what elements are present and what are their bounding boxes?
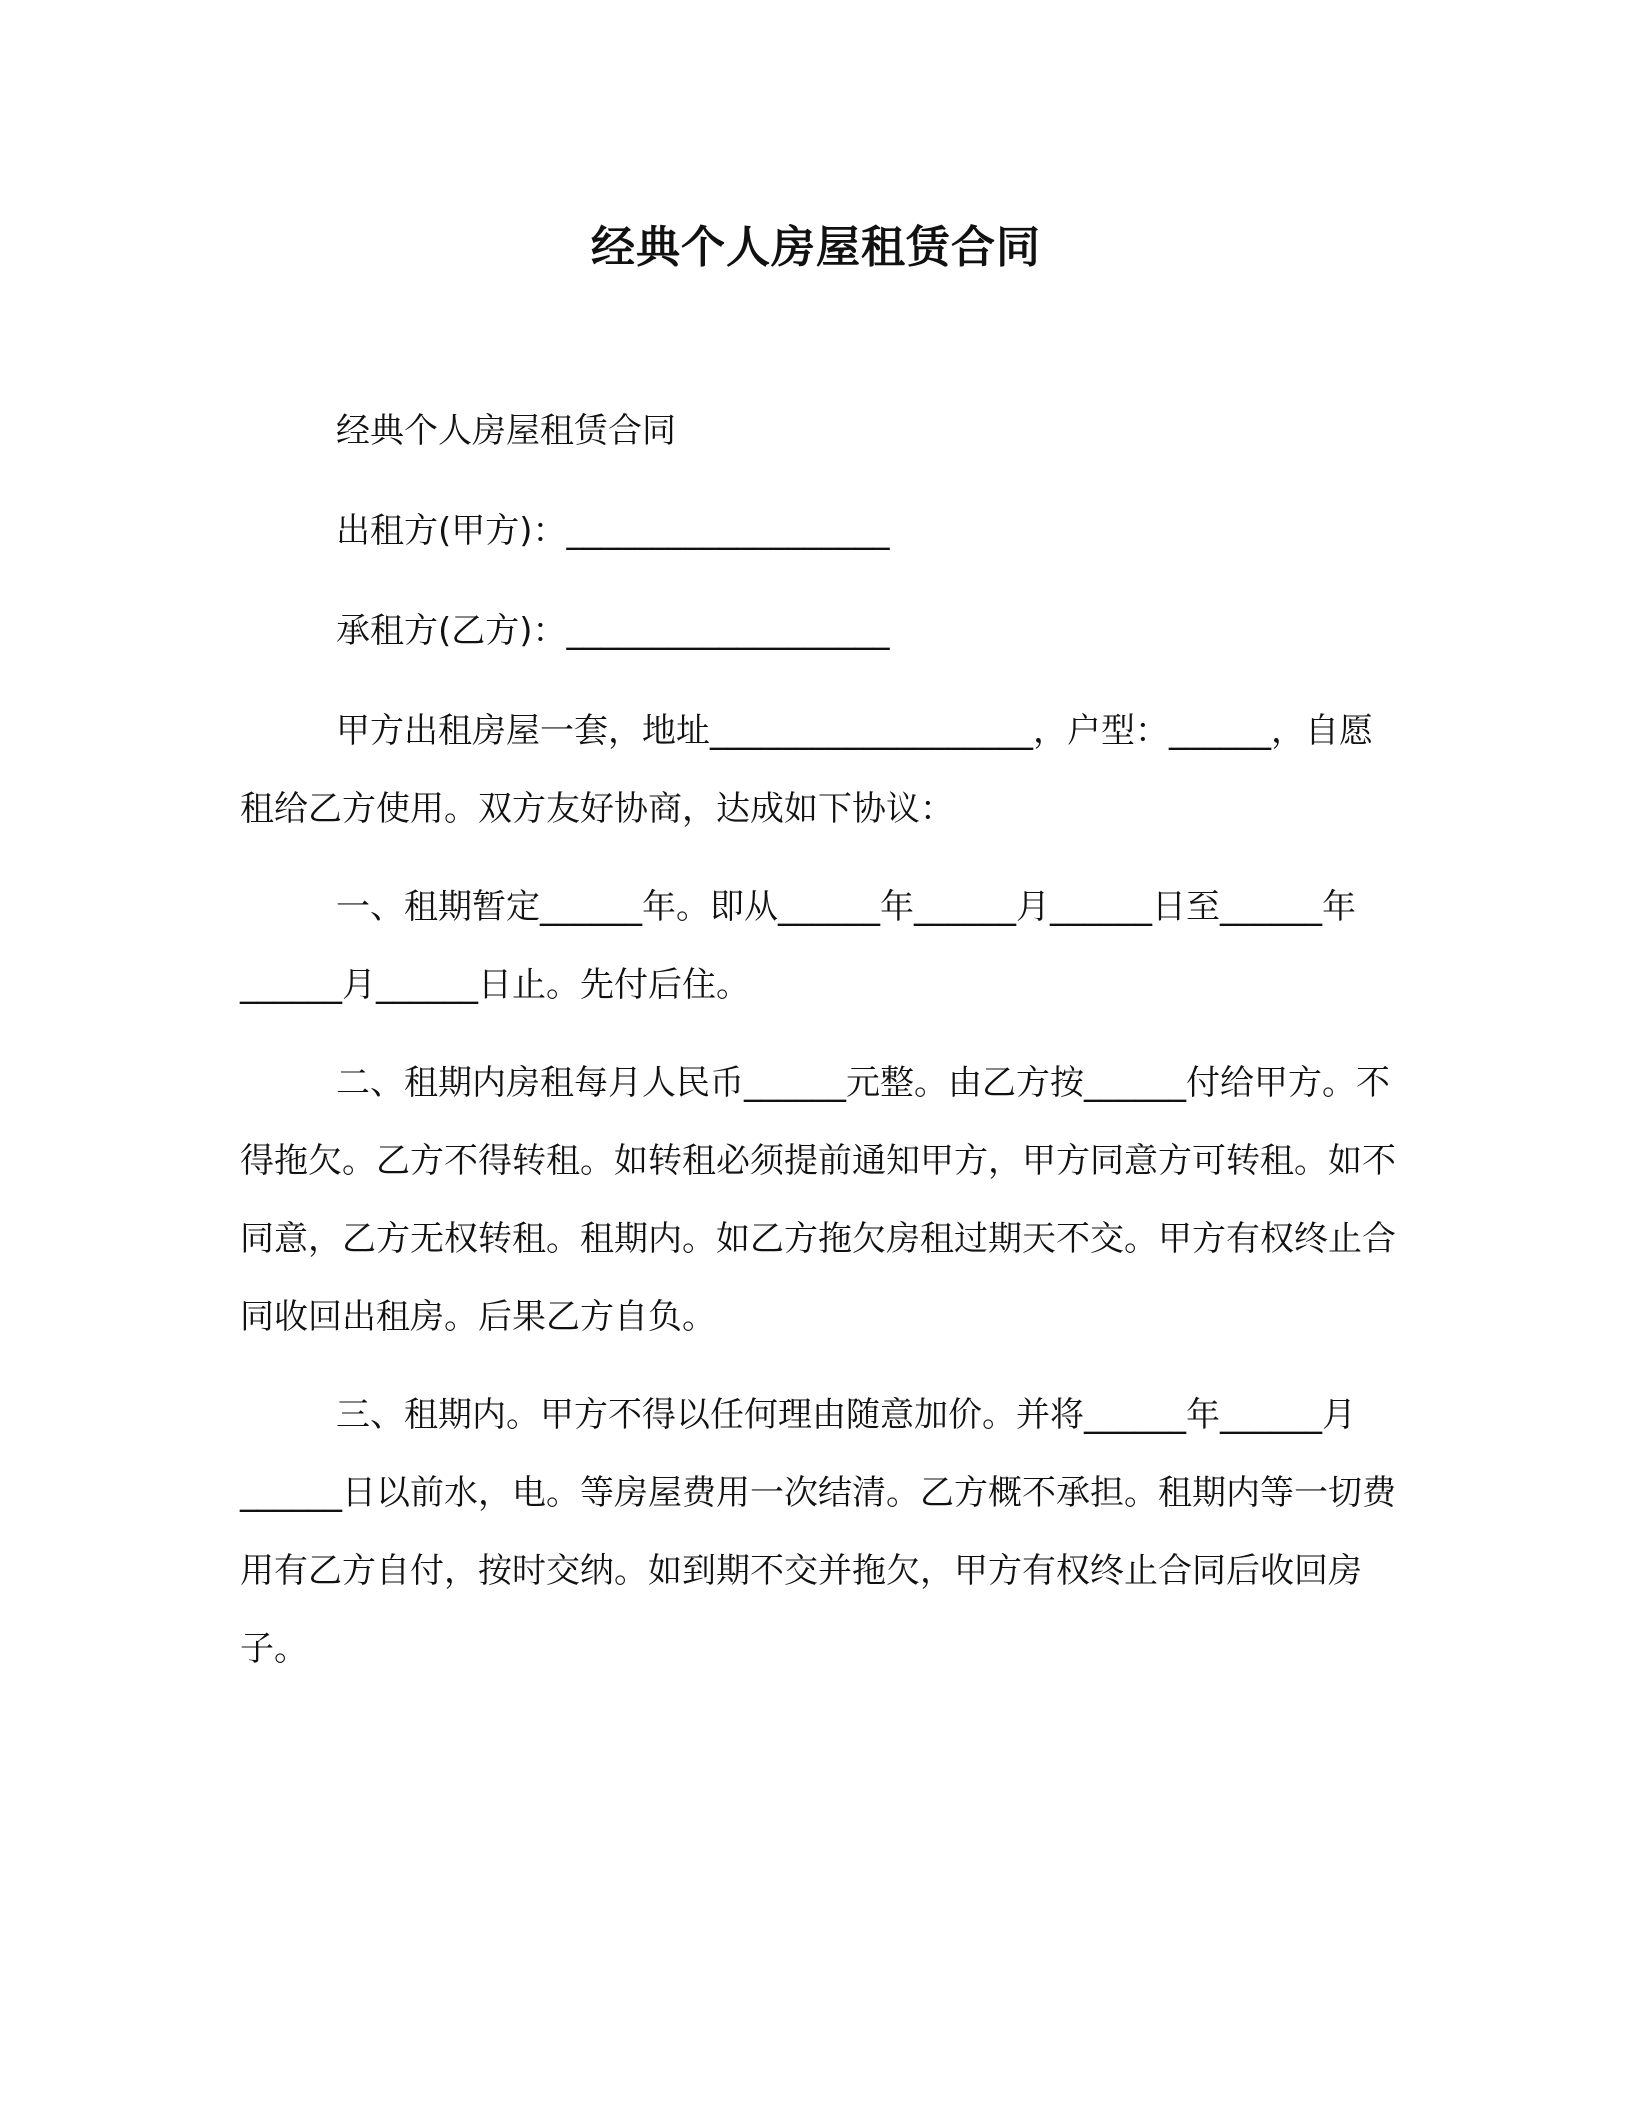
- intro-paragraph: 甲方出租房屋一套，地址___________________，户型：______，自愿租给乙方使用。双方友好协商，达成如下协议：: [240, 711, 1373, 829]
- document-subtitle: 经典个人房屋租赁合同: [336, 411, 676, 451]
- clause-3: 三、租期内。甲方不得以任何理由随意加价。并将______年______月______日以前水，电。等房屋费用一次结清。乙方概不承担。租期内等一切费用有乙方自付，按时交纳。如到期不交并拖欠，甲方有权终止合同后收回房子。: [240, 1395, 1396, 1669]
- lessor-line: 出租方(甲方)：___________________: [336, 511, 890, 551]
- lessee-line: 承租方(乙方)：___________________: [336, 611, 890, 651]
- clause-2: 二、租期内房租每月人民币______元整。由乙方按______付给甲方。不得拖欠。乙方不得转租。如转租必须提前通知甲方，甲方同意方可转租。如不同意，乙方无权转租。租期内。如乙方拖欠房租过期天不交。甲方有权终止合同收回出租房。后果乙方自负。: [240, 1063, 1396, 1337]
- document-title: 经典个人房屋租赁合同: [591, 222, 1041, 273]
- clause-1: 一、租期暂定______年。即从______年______月______日至______年______月______日止。先付后住。: [240, 887, 1356, 1005]
